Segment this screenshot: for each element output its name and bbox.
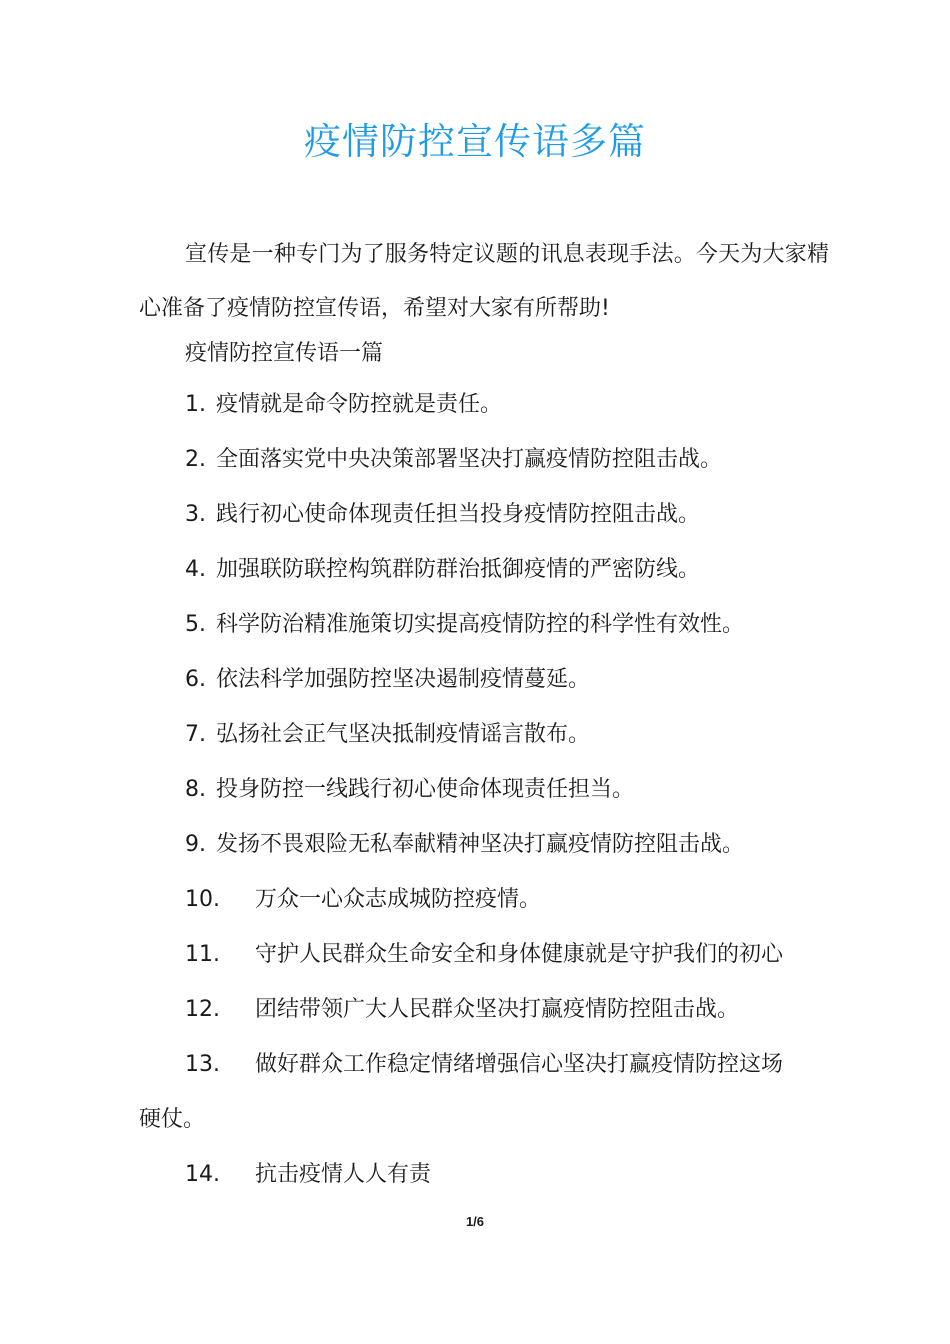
list-item bbox=[0, 440, 950, 495]
list-item bbox=[0, 1045, 950, 1155]
item-text: 团结带领广大人民群众坚决打赢疫情防控阻击战。 bbox=[255, 997, 740, 1022]
item-text: 守护人民群众生命安全和身体健康就是守护我们的初心 bbox=[255, 942, 784, 967]
item-number: 9. bbox=[185, 832, 206, 857]
item-number: 14. bbox=[185, 1162, 220, 1187]
item-text: 万众一心众志成城防控疫情。 bbox=[255, 887, 542, 912]
item-text: 投身防控一线践行初心使命体现责任担当。 bbox=[216, 777, 635, 802]
item-text: 践行初心使命体现责任担当投身疫情防控阻击战。 bbox=[216, 502, 701, 527]
item-text: 做好群众工作稳定情绪增强信心坚决打赢疫情防控这场 bbox=[255, 1052, 784, 1077]
item-number: 12. bbox=[185, 997, 220, 1022]
item-number: 6. bbox=[185, 667, 206, 692]
item-number: 7. bbox=[185, 722, 206, 747]
list-item bbox=[0, 660, 950, 715]
item-text: 弘扬社会正气坚决抵制疫情谣言散布。 bbox=[216, 722, 591, 747]
list-item bbox=[0, 385, 950, 440]
item-text: 发扬不畏艰险无私奉献精神坚决打赢疫情防控阻击战。 bbox=[216, 832, 745, 857]
item-number: 10. bbox=[185, 887, 220, 912]
list-item bbox=[0, 550, 950, 605]
item-number: 8. bbox=[185, 777, 206, 802]
item-number: 11. bbox=[185, 942, 220, 967]
list-item bbox=[0, 990, 950, 1045]
section-heading: 疫情防控宣传语一篇 bbox=[185, 341, 384, 366]
item-number: 13. bbox=[185, 1052, 220, 1077]
item-text: 疫情就是命令防控就是责任。 bbox=[216, 392, 503, 417]
list-item bbox=[0, 1155, 950, 1210]
item-text: 依法科学加强防控坚决遏制疫情蔓延。 bbox=[216, 667, 591, 692]
item-number: 5. bbox=[185, 612, 206, 637]
intro-paragraph: 宣传是一种专门为了服务特定议题的讯息表现手法。今天为大家精心准备了疫情防控宣传语，希望对大家有所帮助! bbox=[139, 242, 829, 321]
list-item bbox=[0, 825, 950, 880]
list-item bbox=[0, 935, 950, 990]
list-item bbox=[0, 495, 950, 550]
item-text: 全面落实党中央决策部署坚决打赢疫情防控阻击战。 bbox=[216, 447, 723, 472]
item-text: 加强联防联控构筑群防群治抵御疫情的严密防线。 bbox=[216, 557, 701, 582]
item-text: 抗击疫情人人有责 bbox=[255, 1162, 432, 1187]
list-item bbox=[0, 880, 950, 935]
list-item bbox=[0, 715, 950, 770]
list-item bbox=[0, 605, 950, 660]
slogan-list bbox=[0, 385, 950, 1210]
item-text: 科学防治精准施策切实提高疫情防控的科学性有效性。 bbox=[216, 612, 745, 637]
list-item bbox=[0, 770, 950, 825]
item-number: 3. bbox=[185, 502, 206, 527]
item-number: 1. bbox=[185, 392, 206, 417]
page-number: 1/6 bbox=[465, 1214, 485, 1229]
item-text-continuation: 硬仗。 bbox=[139, 1107, 206, 1132]
item-number: 2. bbox=[185, 447, 206, 472]
document-title: 疫情防控宣传语多篇 bbox=[304, 120, 646, 163]
item-number: 4. bbox=[185, 557, 206, 582]
